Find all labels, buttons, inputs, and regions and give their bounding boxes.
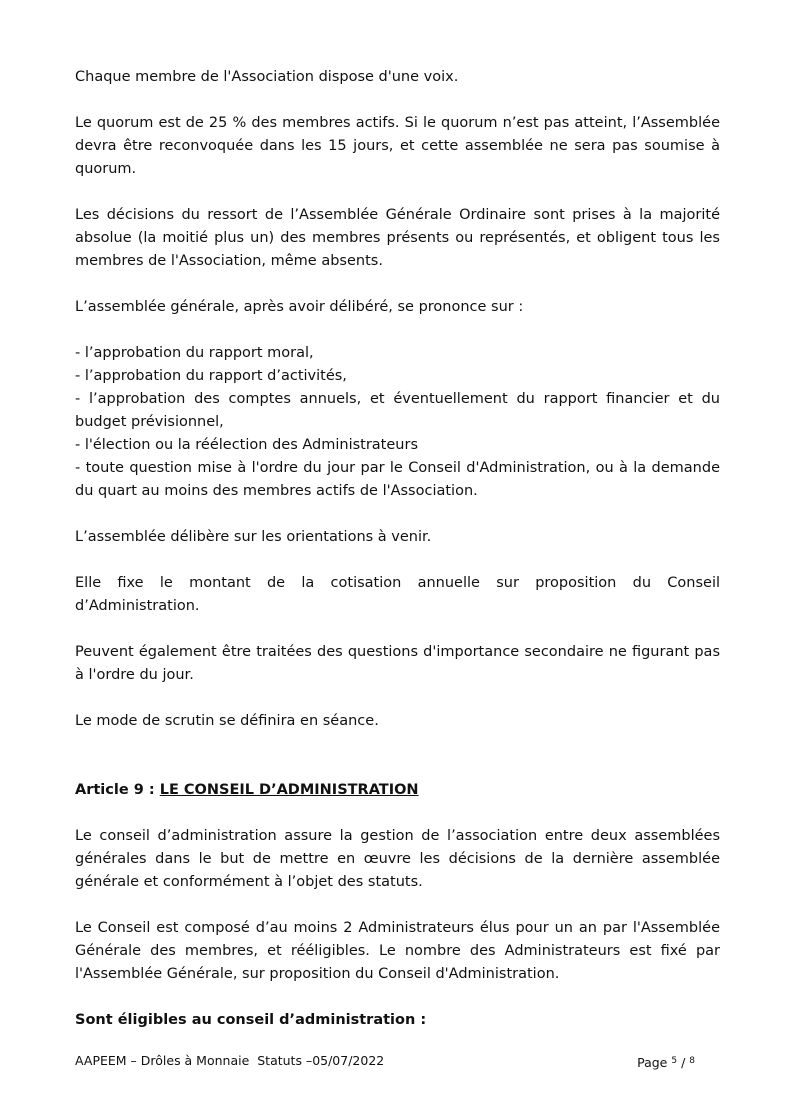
paragraph-quorum: Le quorum est de 25 % des membres actifs. Si le quorum n’est pas atteint, l’Assemblée devra être reconvoquée dans les 15 jours, et cette assemblée ne sera pas soumise à quorum. xyxy=(75,115,720,177)
agenda-list xyxy=(75,342,720,503)
list-item: - l’approbation du rapport d’activités, xyxy=(75,368,347,384)
page-current: 5 xyxy=(671,1056,678,1066)
page-number xyxy=(637,1053,695,1071)
list-item: - l’approbation du rapport moral, xyxy=(75,345,314,361)
footer-document-title: AAPEEM – Drôles à Monnaie Statuts –05/07/2022 xyxy=(75,1053,385,1068)
paragraph-voting-mode: Le mode de scrutin se définira en séance. xyxy=(75,713,379,729)
paragraph-voting-rights: Chaque membre de l'Association dispose d'une voix. xyxy=(75,69,459,85)
paragraph-decisions: Les décisions du ressort de l’Assemblée Générale Ordinaire sont prises à la majorité absolue (la moitié plus un) des membres présents ou représentés, et obligent tous les membres de l'Association, même absents. xyxy=(75,207,720,269)
paragraph-cotisation: Elle fixe le montant de la cotisation annuelle sur proposition du Conseil d’Administration. xyxy=(75,575,720,614)
page-separator: / xyxy=(677,1055,690,1070)
eligible-heading: Sont éligibles au conseil d’administration : xyxy=(75,1012,427,1028)
page-total: 8 xyxy=(689,1056,695,1066)
list-item: - toute question mise à l'ordre du jour par le Conseil d'Administration, ou à la demande du quart au moins des membres actifs de l'Association. xyxy=(75,460,720,499)
paragraph-board-role: Le conseil d’administration assure la gestion de l’association entre deux assemblées générales dans le but de mettre en œuvre les décisions de la dernière assemblée générale et conformément à l’objet des statuts. xyxy=(75,828,720,890)
list-item: - l'élection ou la réélection des Administrateurs xyxy=(75,437,418,453)
paragraph-orientations: L’assemblée délibère sur les orientations à venir. xyxy=(75,529,432,545)
paragraph-pronounces-on: L’assemblée générale, après avoir délibéré, se prononce sur : xyxy=(75,299,524,315)
article-title: LE CONSEIL D’ADMINISTRATION xyxy=(159,782,419,798)
list-item: - l’approbation des comptes annuels, et éventuellement du rapport financier et du budget prévisionnel, xyxy=(75,391,720,430)
document-body xyxy=(75,66,720,1055)
page-label: Page xyxy=(637,1055,672,1070)
article-label: Article 9 : xyxy=(75,782,160,798)
article-heading xyxy=(75,779,720,802)
paragraph-secondary-questions: Peuvent également être traitées des questions d'importance secondaire ne figurant pas à l'ordre du jour. xyxy=(75,644,720,683)
paragraph-board-composition: Le Conseil est composé d’au moins 2 Administrateurs élus pour un an par l'Assemblée Générale des membres, et rééligibles. Le nombre des Administrateurs est fixé par l'Assemblée Générale, sur proposition du Conseil d'Administration. xyxy=(75,920,720,982)
